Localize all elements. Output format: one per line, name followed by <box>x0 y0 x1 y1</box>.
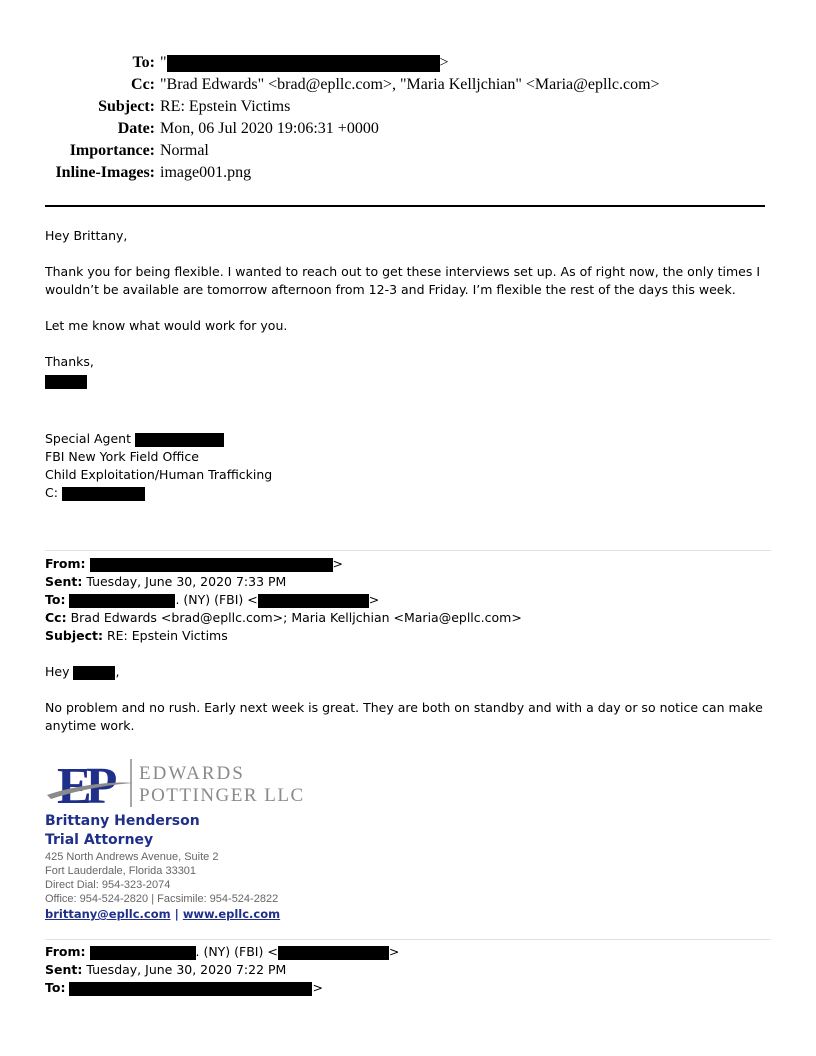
inline-images-value: image001.png <box>160 164 252 181</box>
to-label: To: <box>45 592 66 607</box>
to-bracket: > <box>439 54 449 71</box>
redaction-block <box>135 433 224 447</box>
redaction-block <box>90 558 333 572</box>
message-separator <box>45 550 771 551</box>
sent-label: Sent: <box>45 574 83 589</box>
cc-label: Cc: <box>45 610 67 625</box>
importance-label: Importance: <box>69 142 155 159</box>
sent-label: Sent: <box>45 962 83 977</box>
to-label: To: <box>45 980 66 995</box>
ep-logo-graphic <box>45 757 305 809</box>
redaction-block <box>45 375 87 389</box>
message-2-body: Hey , No problem and no rush. Early next week is great. They are both on standby and with a day or so notice can make anytime work. <box>45 663 770 735</box>
redaction-block <box>278 946 389 960</box>
sent-value: Tuesday, June 30, 2020 7:22 PM <box>82 962 287 977</box>
address-line-1: 425 North Andrews Avenue, Suite 2 <box>45 851 219 863</box>
redaction-block <box>258 594 369 608</box>
to-bracket: > <box>368 592 380 607</box>
redaction-block <box>167 55 440 72</box>
address-line-2: Fort Lauderdale, Florida 33301 <box>45 865 197 877</box>
paragraph: Thank you for being flexible. I wanted to reach out to get these interviews set up. As of right now, the only times I wouldn’t be available are tomorrow afternoon from 12-3 and Friday. I’m flexible the rest of the days this week. <box>45 264 761 297</box>
header-subject-row <box>0 96 816 118</box>
to-bracket: > <box>312 980 323 995</box>
redaction-block <box>62 487 145 501</box>
to-agency: . (NY) (FBI) < <box>175 592 258 607</box>
attorney-title: Trial Attorney <box>45 832 154 848</box>
greeting: Hey <box>45 664 74 679</box>
to-label: To: <box>132 54 155 71</box>
edwards-pottinger-logo <box>45 757 305 809</box>
closing: Thanks, <box>45 354 94 369</box>
header-cc-row <box>0 74 816 96</box>
agent-title: Special Agent <box>45 431 135 446</box>
logo-monogram: EP <box>57 758 112 809</box>
paragraph: Let me know what would work for you. <box>45 318 288 333</box>
agent-signature <box>45 430 770 502</box>
redaction-block <box>73 666 115 680</box>
from-label: From: <box>45 944 86 959</box>
header-date-row <box>0 118 816 140</box>
date-label: Date: <box>117 120 155 137</box>
from-bracket: > <box>332 556 343 571</box>
direct-dial: Direct Dial: 954-323-2074 <box>45 879 171 891</box>
cc-value: Brad Edwards <brad@epllc.com>; Maria Kelljchian <Maria@epllc.com> <box>66 610 522 625</box>
website-link[interactable]: www.epllc.com <box>182 907 281 921</box>
cc-label: Cc: <box>131 76 155 93</box>
inline-images-label: Inline-Images: <box>55 164 155 181</box>
agent-unit: Child Exploitation/Human Trafficking <box>45 467 273 482</box>
redaction-block <box>69 594 175 608</box>
subject-label: Subject: <box>98 98 155 115</box>
subject-value: RE: Epstein Victims <box>103 628 228 643</box>
message-1-body <box>45 227 770 502</box>
greeting: Hey Brittany, <box>45 228 128 243</box>
header-inline-images-row <box>0 162 816 184</box>
office-fax: Office: 954-524-2820 | Facsimile: 954-524-2822 <box>45 893 279 905</box>
header-divider <box>45 205 765 207</box>
agent-office: FBI New York Field Office <box>45 449 199 464</box>
importance-value: Normal <box>160 142 209 159</box>
from-bracket: > <box>388 944 400 959</box>
from-agency: . (NY) (FBI) < <box>195 944 278 959</box>
sent-value: Tuesday, June 30, 2020 7:33 PM <box>82 574 287 589</box>
message-separator <box>45 939 771 940</box>
email-link[interactable]: brittany@epllc.com <box>45 907 171 921</box>
agent-cell-label: C: <box>45 485 62 500</box>
cc-value: "Brad Edwards" <brad@epllc.com>, "Maria Kelljchian" <Maria@epllc.com> <box>160 76 660 93</box>
to-quote: " <box>160 54 167 71</box>
message-2-meta <box>45 555 770 645</box>
redaction-block <box>90 946 196 960</box>
message-3-meta <box>45 943 770 997</box>
logo-line-2: POTTINGER LLC <box>139 785 305 806</box>
attorney-name: Brittany Henderson <box>45 813 200 829</box>
link-separator: | <box>170 907 183 921</box>
header-importance-row <box>0 140 816 162</box>
header-to-row <box>0 52 816 74</box>
logo-line-1: EDWARDS <box>139 763 245 784</box>
subject-label: Subject: <box>45 628 103 643</box>
redaction-block <box>69 982 312 996</box>
from-label: From: <box>45 556 86 571</box>
date-value: Mon, 06 Jul 2020 19:06:31 +0000 <box>160 120 379 137</box>
email-header <box>0 52 816 184</box>
paragraph: No problem and no rush. Early next week is great. They are both on standby and with a day or so notice can make anytime work. <box>45 700 763 733</box>
subject-value: RE: Epstein Victims <box>160 98 291 115</box>
attorney-signature <box>45 812 445 922</box>
